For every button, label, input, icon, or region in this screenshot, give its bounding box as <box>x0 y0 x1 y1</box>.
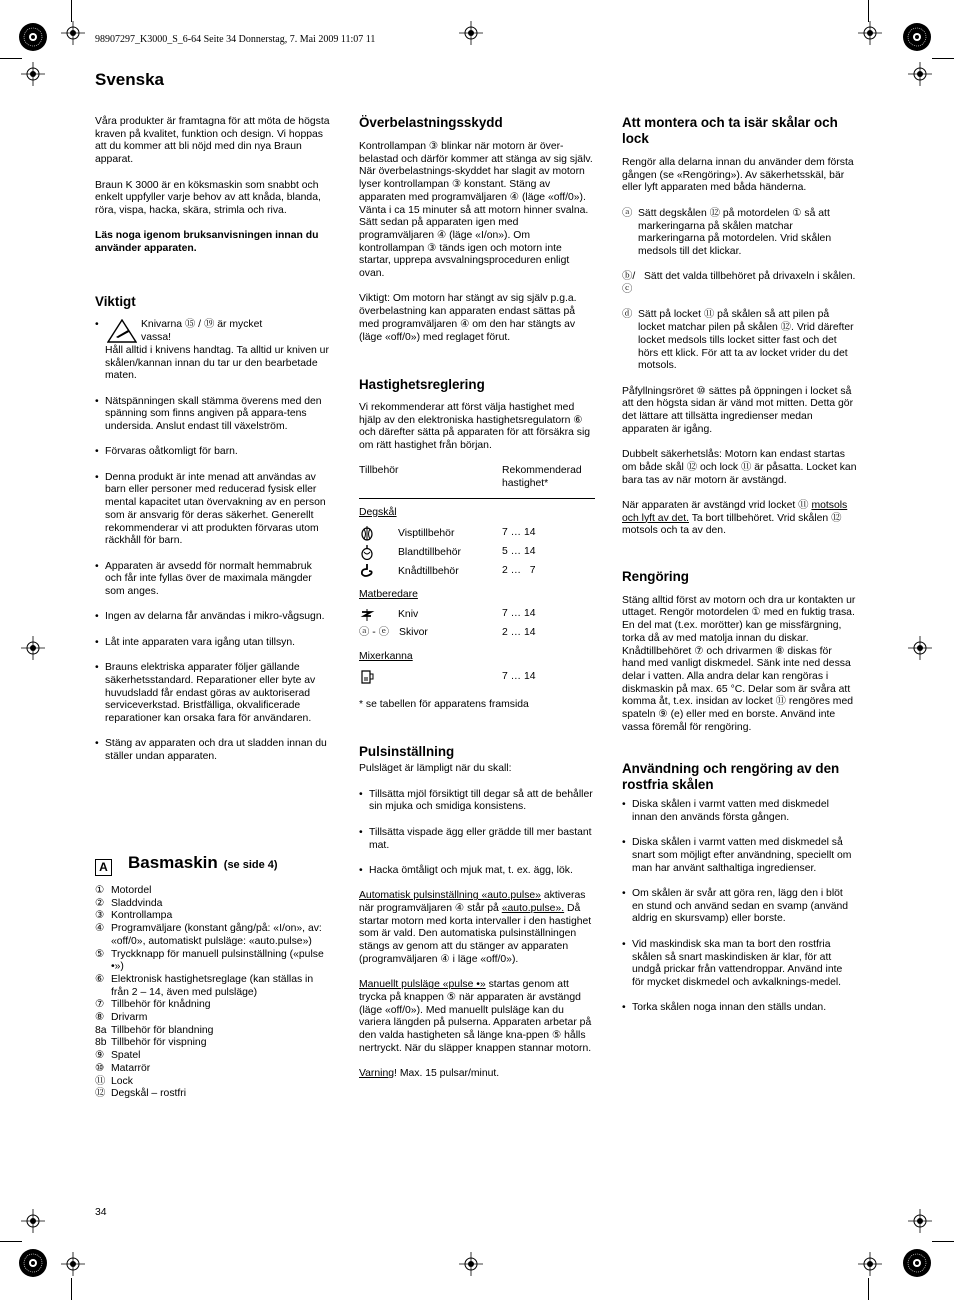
crosshair-icon <box>858 21 882 45</box>
table-header-row <box>359 465 595 498</box>
basmaskin-heading: Basmaskin (se side 4) <box>128 853 278 872</box>
step-item: ⓑ/ⓒ Sätt det valda tillbehöret på drivaxeln i skålen. <box>622 271 856 295</box>
safety-list <box>95 319 330 763</box>
crosshair-icon <box>21 1209 45 1233</box>
list-item: ① Motordel <box>95 885 152 896</box>
registration-rosette-icon <box>18 1248 48 1278</box>
kneading-hook-icon <box>359 563 375 579</box>
step-item: ⓓ Sätt på locket ⑪ på skålen så att pilen på locket matchar pilen på skålen ⑫. Vrid därefter locket medsols tills locket sitter fast och det hörs ett klick. För att ta av locket vrider du det motsols. <box>622 309 854 372</box>
list-item: • Diska skålen i varmt vatten med diskmedel innan den används första gången. <box>622 799 857 824</box>
list-item: • Låt inte apparaten vara igång utan tillsyn. <box>95 637 330 650</box>
crosshair-icon <box>61 1252 85 1276</box>
list-item: ⑥ Elektronisk hastighetsreglage (kan ställas in från 2 – 14, även med pulsläge) <box>95 973 314 998</box>
step-item: ⓐ Sätt degskålen ⑫ på motordelen ① så att markeringarna på skålen matchar markeringarna på motordelen. Vrid skålen medsols till det klickar. <box>622 207 832 257</box>
list-item: • Tillsätta vispade ägg eller grädde till mer bastant mat. <box>359 827 594 852</box>
list-item: ⑫ Degskål – rostfri <box>95 1088 187 1100</box>
heading-cleaning: Rengöring <box>622 568 689 584</box>
heading-viktigt: Viktigt <box>95 294 136 310</box>
table-row: Blandtillbehör 5 … 14 <box>359 543 595 562</box>
pulse-list <box>359 789 594 878</box>
registration-rosette-icon <box>18 22 48 52</box>
table-row: Knådtillbehör 2 … 7 <box>359 562 595 581</box>
auto-pulse-paragraph: Automatisk pulsinställning «auto.pulse» aktiveras när programväljaren ④ står på «auto.pulse». Då startar motorn med korta intervaller i den hastighet som är vald. Den automatiska pulsinställningen stängs av genom att du stänger av apparaten (programväljaren ④ i läge «off/0»). <box>359 890 592 965</box>
print-slug: 98907297_K3000_S_6-64 Seite 34 Donnerstag, 7. Mai 2009 11:07 11 <box>95 34 376 45</box>
remove-paragraph: När apparaten är avstängd vrid locket ⑪ motsols och lyft av det. Ta bort tillbehöret. Vrid skålen ⑫ motsols och ta av den. <box>622 499 848 537</box>
blender-jug-icon <box>359 669 375 685</box>
pulse-intro: Pulsläget är lämpligt när du skall: <box>359 763 512 775</box>
table-header: Tillbehör <box>359 465 502 498</box>
speed-paragraph: Vi rekommenderar att först välja hastighet med hjälp av den elektroniska hastighetsregulatorn ⑥ och därefter sätta på apparaten för att försäkra sig om rätt hastighet från början. <box>359 401 591 452</box>
table-group-label: Mixerkanna <box>359 651 413 663</box>
crosshair-icon <box>858 1252 882 1276</box>
intro-paragraph: Våra produkter är framtagna för att möta de högsta kraven på kvalitet, funktion och design. Vi hoppas att du kommer att bli nöjd med din nya Braun apparat. <box>95 116 330 166</box>
list-item: ② Sladdvinda <box>95 897 163 909</box>
warning-line: Knivarna ⑮ / ⑲ är mycket <box>141 319 263 331</box>
steel-bowl-list <box>622 799 857 1015</box>
table-row: Kniv 7 … 14 <box>359 605 595 624</box>
section-letter-box: A <box>95 859 112 876</box>
crosshair-icon <box>908 62 932 86</box>
intro-paragraph: Braun K 3000 är en köksmaskin som snabbt och enkelt uppfyller varje behov av att knåda, blanda, röra, vispa, hacka, skära, strimla och riva. <box>95 179 321 216</box>
warning-text: Håll alltid i knivens handtag. Ta alltid ur kniven ur skålen/kannan innan du tar ur den bearbetade maten. <box>105 344 329 382</box>
crosshair-icon <box>459 21 483 45</box>
knife-icon <box>359 607 375 623</box>
list-item: ④ Programväljare (konstant gång/på: «I/on», av: «off/0», automatiskt pulsläge: «auto.pulse») <box>95 923 322 947</box>
parts-list-container <box>95 885 330 1101</box>
table-group-label: Degskål <box>359 506 397 518</box>
table-row: 7 … 14 <box>359 668 595 687</box>
heading-mount: Att montera och ta isär skålar och lock <box>622 115 838 146</box>
list-item: • Tillsätta mjöl försiktigt till degar så att de behåller sin mjuka och smidiga konsistens. <box>359 789 594 814</box>
crosshair-icon <box>459 1252 483 1276</box>
registration-rosette-icon <box>902 22 932 52</box>
manual-pulse-paragraph: Manuellt pulsläge «pulse •» startas genom att trycka på knappen ⑤ när apparaten är avstängd (läge «off/0»). Med manuellt pulsläge kan du variera längden på pulserna. Apparaten arbetar på den valda hastigheten så länge kna-ppen ⑤ hålls nertryckt. När du släpper knappen stannar motorn. <box>359 979 592 1054</box>
blender-attachment-icon <box>359 544 375 560</box>
list-item: ③ Kontrollampa <box>95 910 173 922</box>
heading-overload: Överbelastningsskydd <box>359 115 503 130</box>
page-number: 34 <box>95 1207 107 1218</box>
crosshair-icon <box>21 62 45 86</box>
list-item <box>95 319 330 383</box>
table-footnote: * se tabellen för apparatens framsida <box>359 698 529 710</box>
list-item: 8a Tillbehör för blandning <box>95 1024 214 1036</box>
list-item: • Ingen av delarna får användas i mikro-vågsugn. <box>95 611 330 624</box>
heading-speed: Hastighetsreglering <box>359 376 485 392</box>
list-item: ⑪ Lock <box>95 1075 133 1087</box>
list-item: ⑩ Matarrör <box>95 1062 151 1074</box>
column-right <box>622 115 857 1028</box>
overload-paragraph: Viktigt: Om motorn har stängt av sig själv p.g.a. överbelastning kan apparaten endast sättas på med programväljaren ④ om den har stängts av (läge «off/0») med reglaget förut. <box>359 293 577 343</box>
crosshair-icon <box>21 636 45 660</box>
list-item: ⑧ Drivarm <box>95 1012 148 1024</box>
knife-warning-icon <box>107 319 137 343</box>
whisk-icon <box>359 525 375 541</box>
list-item: • Nätspänningen skall stämma överens med den spänning som finns angiven på appara-tens undersida. Anslut endast till växelström. <box>95 396 330 434</box>
list-item: 8b Tillbehör för vispning <box>95 1037 207 1049</box>
list-item: • Hacka ömtåligt och mjuk mat, t. ex. ägg, lök. <box>359 865 594 878</box>
safety-lock-paragraph: Dubbelt säkerhetslås: Motorn kan endast startas om både skål ⑫ och lock ⑪ är påsatta. Locket kan bara tas av när motorn är avstängd. <box>622 449 857 486</box>
list-item: ⑤ Tryckknapp för manuell pulsinställning («pulse •») <box>95 948 324 973</box>
parts-list <box>95 885 330 1101</box>
column-left <box>95 116 330 777</box>
column-middle <box>359 115 594 1094</box>
crosshair-icon <box>908 636 932 660</box>
list-item: • Vid maskindisk ska man ta bort den rostfria skålen så snart maskindisken är klar, för att undgå prickar från vattendroppar. Använd inte för mycket diskmedel och avkalknings-medel. <box>622 939 857 990</box>
registration-rosette-icon <box>902 1248 932 1278</box>
list-item: ⑨ Spatel <box>95 1050 141 1062</box>
overload-paragraph: Kontrollampan ③ blinkar när motorn är över-belastad och därför kommer att stänga av sig själv. När överbelastnings-skyddet har slagit av motorn lyser kontrollampan ③ konstant. Stäng av apparaten med programväljaren ④ (läge «off/0»). Vänta i ca 15 minuter så att motorn hinner svalna. Sätt sedan på apparaten igen med programväljaren ④ (läge «I/on»). Om kontrollampan ③ tänds igen och motorn inte startar, upprepa avsvalningsproceduren enligt ovan. <box>359 141 593 280</box>
list-item: • Brauns elektriska apparater följer gällande säkerhetsstandard. Reparationer eller byte av huvudsladd får endast göras av auktoriserad serviceverkstad. Bristfälliga, okvalificerade reparationer kan orsaka fara för användaren. <box>95 662 330 726</box>
list-item: • Om skålen är svår att göra ren, lägg den i blöt en stund och använd sedan en svamp (använd aldrig en skursvamp) eller borste. <box>622 888 857 926</box>
disc-icon: ⓐ - ⓔ <box>359 627 390 639</box>
crosshair-icon <box>908 1209 932 1233</box>
table-row: Visptillbehör 7 … 14 <box>359 524 595 543</box>
list-item: • Förvaras oåtkomligt för barn. <box>95 446 330 459</box>
heading-steel-bowl: Användning och rengöring av den rostfria skålen <box>622 761 840 793</box>
list-item: • Stäng av apparaten och dra ut sladden innan du ställer undan apparaten. <box>95 738 330 763</box>
speed-table <box>359 465 595 687</box>
list-item: ⑦ Tillbehör för knådning <box>95 999 211 1011</box>
warning-paragraph: Varning! Max. 15 pulsar/minut. <box>359 1068 500 1080</box>
table-group-label: Matberedare <box>359 588 418 600</box>
list-item: • Denna produkt är inte menad att användas av barn eller personer med reducerad fysisk eller mental kapacitet utan övervakning av en person som är ansvarig för deras säkerhet. Generellt rekommenderar vi att produkten förvaras utom räckhåll för barn. <box>95 472 330 548</box>
heading-pulse: Pulsinställning <box>359 744 455 760</box>
warning-line: vassa! <box>141 332 172 344</box>
table-header: Rekommenderad hastighet* <box>502 465 595 498</box>
mount-paragraph: Rengör alla delarna innan du använder dem första gången (se «Rengöring»). Av säkerhetsskäl, bär eller lyft apparaten med båda händerna. <box>622 157 854 194</box>
list-item: • Apparaten är avsedd för normalt hemmabruk och får inte fyllas över de maximala mängder som anges. <box>95 561 330 599</box>
crosshair-icon <box>61 21 85 45</box>
section-title: Svenska <box>95 70 164 89</box>
feed-tube-paragraph: Påfyllningsröret ⑩ sättes på öppningen i locket så att den högsta sidan är vänd mot mitten. Detta gör det lättare att tillsätta ingredienser medan apparaten är igång. <box>622 385 854 435</box>
table-row: ⓐ - ⓔ Skivor 2 … 14 <box>359 627 536 639</box>
list-item: • Torka skålen noga innan den ställs undan. <box>622 1002 857 1015</box>
cleaning-paragraph: Stäng alltid först av motorn och dra ur kontakten ur uttaget. Rengör motordelen ① med en fuktig trasa. En del mat (t.ex. morötter) kan ge missfärgning, torka då av med matolja innan du diskar. Knådtillbehöret ⑦ och drivarmen ⑧ diskas för hand med vanligt diskmedel. Sänk inte ned dessa delar i vatten. Alla andra delar kan rengöras i diskmaskin på max. 65 °C. Delar som är svåra att komma åt, t.ex. insidan av locket ⑪ rengöres med spateln ⑨ (e) eller med en borste. Använd inte vassa föremål för rengöring. <box>622 594 856 733</box>
intro-note: Läs noga igenom bruksanvisningen innan du använder apparaten. <box>95 230 319 254</box>
list-item: • Diska skålen i varmt vatten med diskmedel så snart som möjligt efter användning, speciellt om man har använt salthaltiga ingredienser. <box>622 837 857 875</box>
